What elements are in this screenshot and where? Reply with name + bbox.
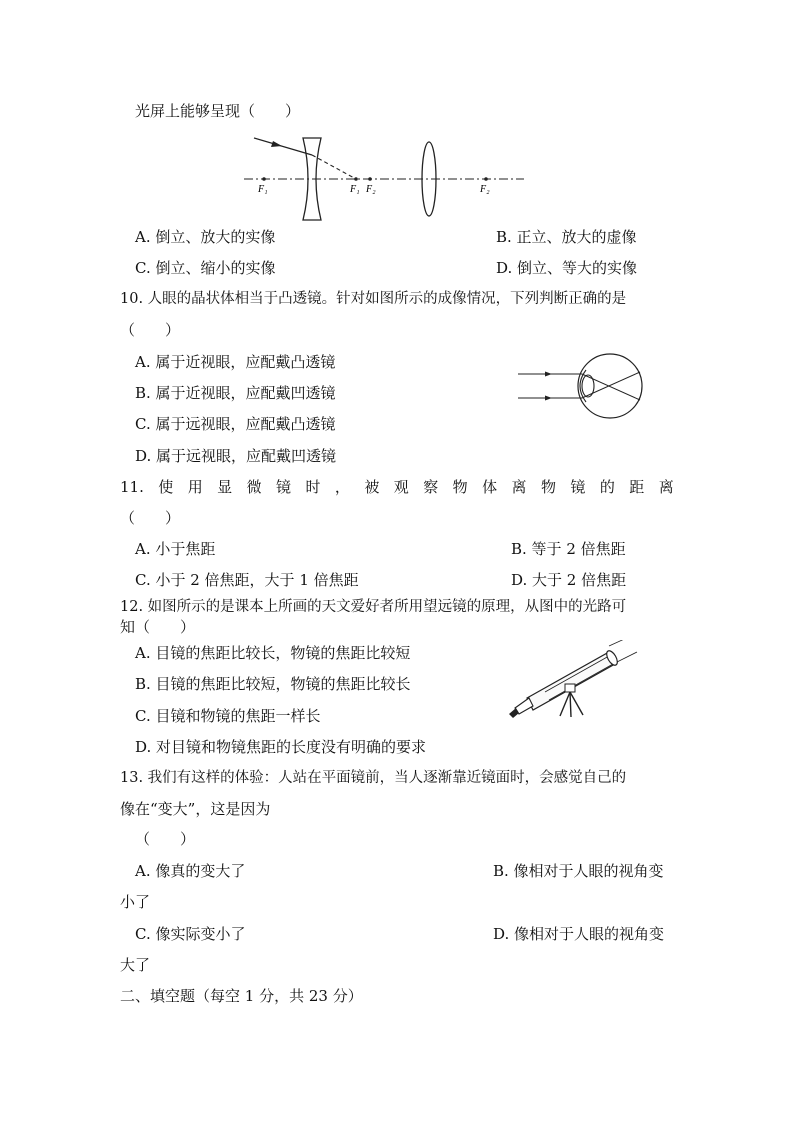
q11-stem-char: 距	[629, 478, 645, 496]
q11-stem-char: 观	[393, 478, 409, 496]
q11-stem-char: 察	[423, 478, 439, 496]
q10-option-c: C. 属于远视眼，应配戴凸透镜	[135, 415, 336, 433]
q11-stem-char: ，	[334, 478, 350, 496]
q12-stem-line1: 12. 如图所示的是课本上所画的天文爱好者所用望远镜的原理，从图中的光路可	[120, 599, 627, 615]
q12-option-d: D. 对目镜和物镜焦距的长度没有明确的要求	[135, 738, 427, 756]
label-f1-right: F₁	[350, 184, 360, 195]
label-f1-left: F₁	[258, 184, 268, 195]
q13-stem-line2: 像在“变大”，这是因为	[120, 800, 271, 818]
q11-option-b: B. 等于 2 倍焦距	[511, 540, 626, 558]
q11-stem-char: 离	[658, 478, 674, 496]
q11-stem-char: 被	[364, 478, 380, 496]
q11-stem-char: 镜	[276, 478, 292, 496]
q12-option-a: A. 目镜的焦距比较长，物镜的焦距比较短	[135, 644, 411, 662]
q13-option-a: A. 像真的变大了	[135, 862, 246, 880]
q11-option-d: D. 大于 2 倍焦距	[511, 571, 627, 589]
q13-stem-line1: 13. 我们有这样的体验：人站在平面镜前，当人逐渐靠近镜面时，会感觉自己的	[120, 770, 627, 786]
q9-option-c: C. 倒立、缩小的实像	[135, 259, 276, 277]
q11-stem-char: 物	[452, 478, 468, 496]
q11-stem-char: 离	[511, 478, 527, 496]
label-f2-mid: F₂	[366, 184, 376, 195]
q13-option-b-line2: 小了	[120, 893, 151, 911]
q9-option-a: A. 倒立、放大的实像	[135, 228, 276, 246]
q9-option-d: D. 倒立、等大的实像	[496, 259, 638, 277]
q11-option-c: C. 小于 2 倍焦距，大于 1 倍焦距	[135, 571, 359, 589]
q12-stem-line2: 知（ ）	[120, 618, 196, 636]
q10-option-b: B. 属于近视眼，应配戴凹透镜	[135, 384, 336, 402]
q10-answer-paren: （ ）	[120, 321, 181, 339]
q9-option-b: B. 正立、放大的虚像	[496, 228, 637, 246]
label-f2-right: F₂	[480, 184, 490, 195]
q11-stem	[120, 477, 674, 497]
q9-lens-figure	[240, 132, 530, 222]
q13-option-b-line1: B. 像相对于人眼的视角变	[493, 862, 664, 880]
q13-answer-paren: （ ）	[135, 830, 196, 848]
q11-stem-char: 微	[246, 478, 262, 496]
q13-option-d-line2: 大了	[120, 956, 151, 974]
q11-answer-paren: （ ）	[120, 509, 181, 527]
q11-stem-char: 显	[217, 478, 233, 496]
q11-stem-char: 镜	[570, 478, 586, 496]
q11-stem-char: 时	[305, 478, 321, 496]
q13-option-c: C. 像实际变小了	[135, 925, 246, 943]
q11-stem-char: 用	[187, 478, 203, 496]
q11-option-a: A. 小于焦距	[135, 540, 216, 558]
q9-continuation: 光屏上能够呈现（ ）	[135, 102, 301, 120]
q10-option-a: A. 属于近视眼，应配戴凸透镜	[135, 353, 336, 371]
q11-stem-char: 物	[540, 478, 556, 496]
section2-heading: 二、填空题（每空 1 分，共 23 分）	[120, 987, 363, 1005]
q10-option-d: D. 属于远视眼，应配戴凹透镜	[135, 447, 337, 465]
q10-stem: 10. 人眼的晶状体相当于凸透镜。针对如图所示的成像情况，下列判断正确的是	[120, 291, 627, 307]
q12-option-c: C. 目镜和物镜的焦距一样长	[135, 707, 321, 725]
q11-stem-char: 使	[158, 478, 174, 496]
q12-option-b: B. 目镜的焦距比较短，物镜的焦距比较长	[135, 675, 411, 693]
q13-option-d-line1: D. 像相对于人眼的视角变	[493, 925, 665, 943]
q12-telescope-figure	[505, 640, 640, 720]
q11-stem-char: 体	[482, 478, 498, 496]
q11-stem-char: 11.	[120, 478, 144, 496]
q11-stem-char: 的	[599, 478, 615, 496]
q10-eye-figure	[512, 350, 652, 422]
